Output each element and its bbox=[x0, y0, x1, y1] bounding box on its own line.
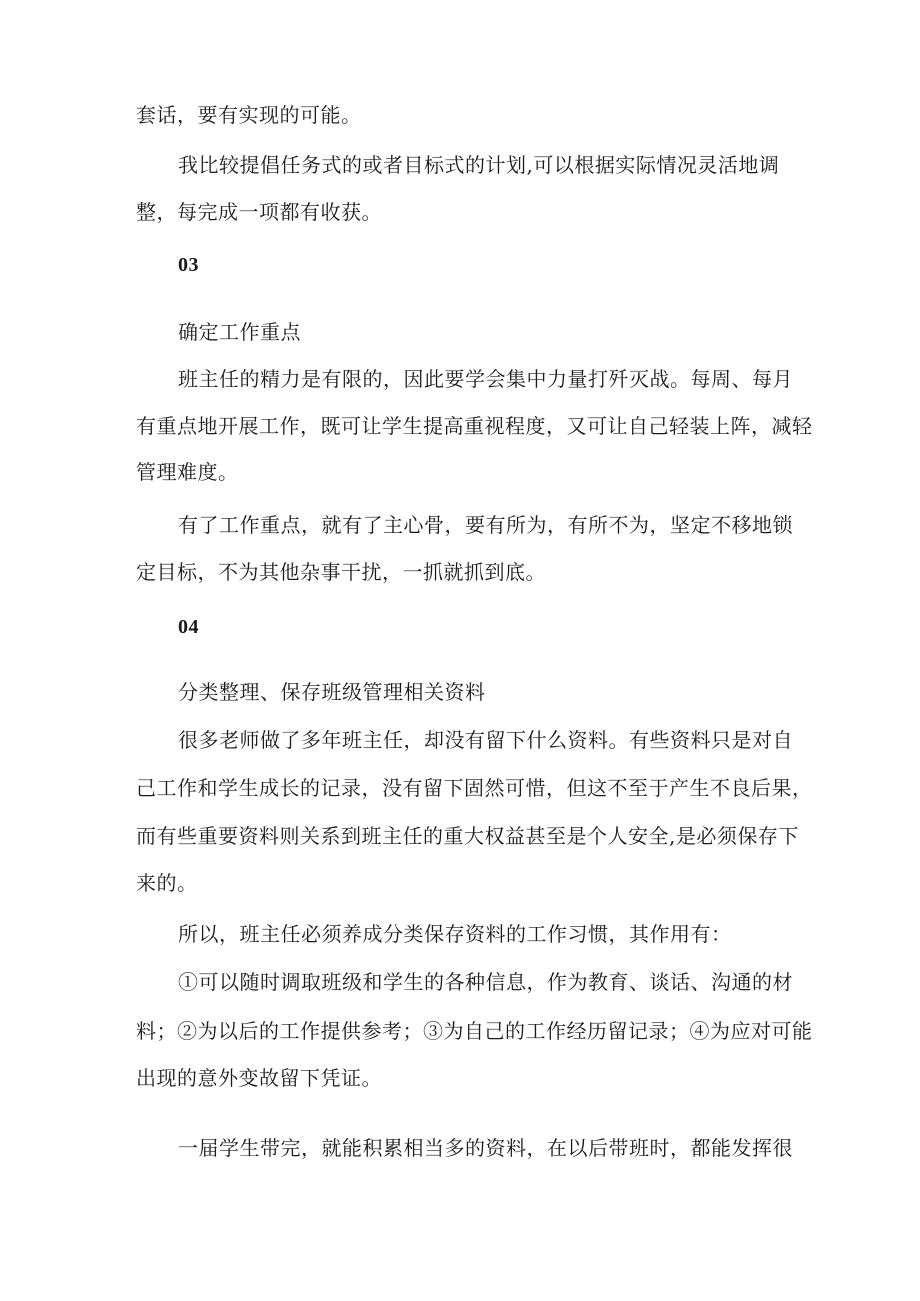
paragraph-line: 而有些重要资料则关系到班主任的重大权益甚至是个人安全,是必须保存下 bbox=[136, 824, 799, 848]
paragraph-line: 一届学生带完，就能积累相当多的资料，在以后带班时，都能发挥很 bbox=[178, 1136, 793, 1160]
paragraph-line: ①可以随时调取班级和学生的各种信息，作为教育、谈话、沟通的材 bbox=[178, 970, 793, 994]
paragraph-line: 套话，要有实现的可能。 bbox=[136, 103, 362, 127]
paragraph-line: 有重点地开展工作，既可让学生提高重视程度，又可让自己轻装上阵，减轻 bbox=[136, 414, 813, 438]
paragraph-line: 很多老师做了多年班主任，却没有留下什么资料。有些资料只是对自 bbox=[178, 728, 793, 752]
section-number: 03 bbox=[178, 254, 199, 276]
section-number: 04 bbox=[178, 616, 199, 638]
section-heading: 确定工作重点 bbox=[178, 320, 301, 344]
paragraph-line: 出现的意外变故留下凭证。 bbox=[136, 1066, 382, 1090]
paragraph-line: 定目标，不为其他杂事干扰，一抓就抓到底。 bbox=[136, 560, 546, 584]
paragraph-line: 我比较提倡任务式的或者目标式的计划,可以根据实际情况灵活地调 bbox=[178, 153, 780, 177]
paragraph-line: 管理难度。 bbox=[136, 460, 239, 484]
paragraph-line: 班主任的精力是有限的，因此要学会集中力量打歼灭战。每周、每月 bbox=[178, 367, 793, 391]
section-heading: 分类整理、保存班级管理相关资料 bbox=[178, 680, 486, 704]
paragraph-line: 来的。 bbox=[136, 871, 198, 895]
paragraph-line: 己工作和学生成长的记录，没有留下固然可惜，但这不至于产生不良后果， bbox=[136, 776, 813, 800]
paragraph-line: 所以，班主任必须养成分类保存资料的工作习惯，其作用有： bbox=[178, 922, 732, 946]
paragraph-line: 有了工作重点，就有了主心骨，要有所为，有所不为，坚定不移地锁 bbox=[178, 513, 793, 537]
paragraph-line: 整，每完成一项都有收获。 bbox=[136, 200, 382, 224]
paragraph-line: 料；②为以后的工作提供参考；③为自己的工作经历留记录；④为应对可能 bbox=[136, 1019, 813, 1043]
